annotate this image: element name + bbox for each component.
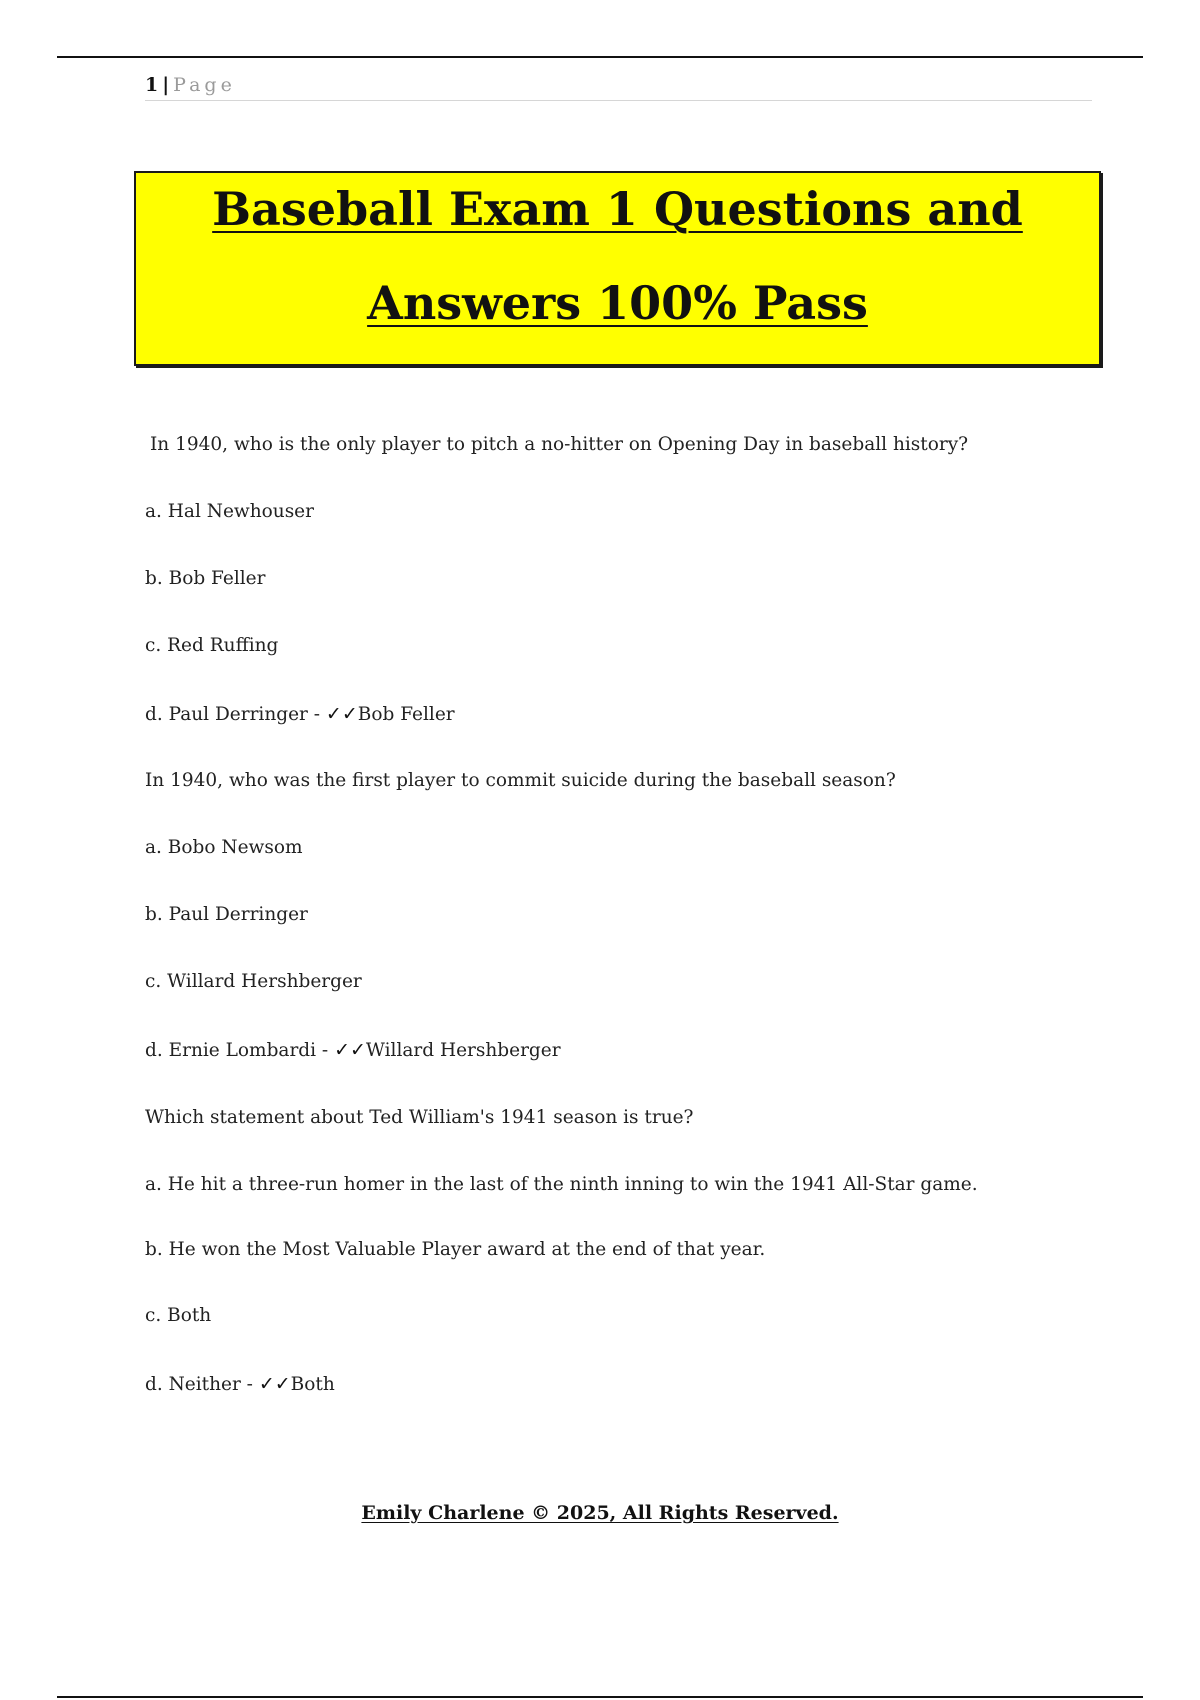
- page-separator: |: [162, 74, 170, 96]
- option-d-with-answer: [145, 702, 455, 727]
- question-text: Which statement about Ted William's 1941 season is true?: [145, 1107, 694, 1128]
- page-number: 1: [145, 74, 159, 96]
- checkmark-icon: ✓✓: [334, 1039, 366, 1061]
- option-c: c. Red Ruffing: [145, 635, 279, 656]
- question-text: In 1940, who was the first player to commit suicide during the baseball season?: [145, 770, 896, 791]
- checkmark-icon: ✓✓: [325, 703, 358, 725]
- option-c: c. Both: [145, 1305, 212, 1326]
- option-d: d. Ernie Lombardi -: [145, 1040, 335, 1061]
- option-a: a. Bobo Newsom: [145, 837, 303, 858]
- option-c: c. Willard Hershberger: [145, 971, 362, 992]
- bottom-rule: [57, 1696, 1143, 1698]
- page-header: [145, 72, 1092, 101]
- option-b: b. Bob Feller: [145, 568, 266, 589]
- top-rule: [57, 56, 1143, 58]
- title-line-1: Baseball Exam 1 Questions and: [212, 182, 1023, 236]
- answer: Both: [290, 1374, 335, 1395]
- option-d: d. Paul Derringer -: [145, 704, 326, 725]
- question-text: In 1940, who is the only player to pitch a no-hitter on Opening Day in baseball history?: [150, 434, 969, 455]
- option-a: a. Hal Newhouser: [145, 501, 314, 522]
- title-banner: [134, 171, 1101, 366]
- option-a: a. He hit a three-run homer in the last of the ninth inning to win the 1941 All-Star game.: [145, 1174, 978, 1195]
- copyright-footer: Emily Charlene © 2025, All Rights Reserved.: [361, 1502, 839, 1524]
- title-line-2: Answers 100% Pass: [367, 276, 868, 330]
- option-d-with-answer: [145, 1372, 335, 1397]
- option-b: b. He won the Most Valuable Player award at the end of that year.: [145, 1239, 766, 1260]
- answer: Willard Hershberger: [365, 1040, 561, 1061]
- checkmark-icon: ✓✓: [258, 1373, 291, 1395]
- page-label: Page: [173, 74, 236, 96]
- option-d-with-answer: [145, 1038, 561, 1063]
- option-b: b. Paul Derringer: [145, 904, 308, 925]
- option-d: d. Neither -: [145, 1374, 259, 1395]
- answer: Bob Feller: [357, 704, 455, 725]
